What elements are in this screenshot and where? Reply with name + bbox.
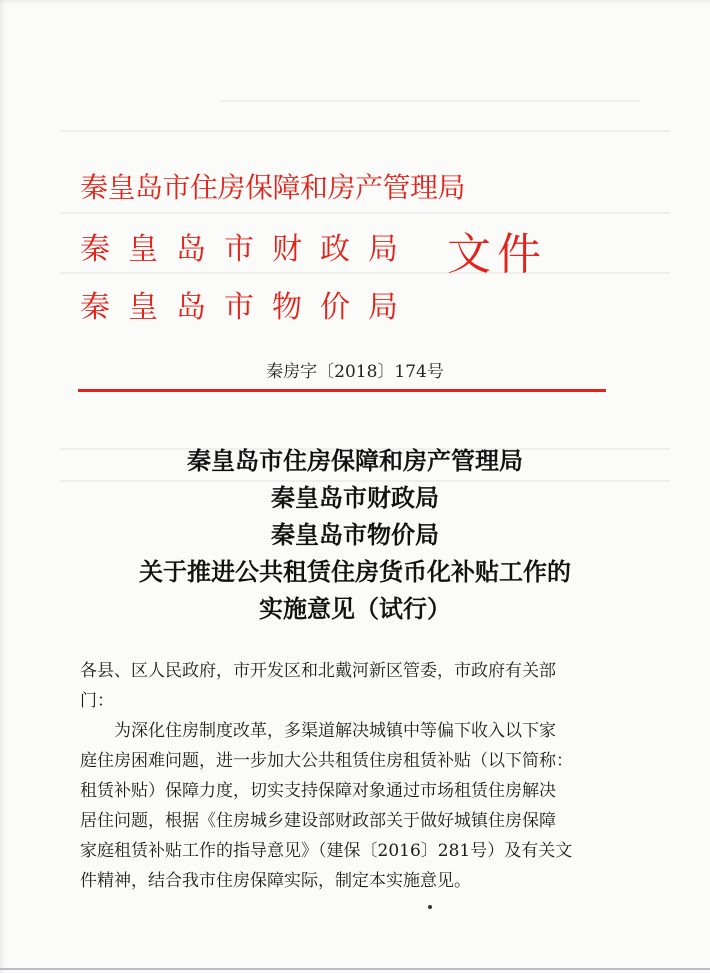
document-type-label: 文件	[447, 229, 547, 280]
scan-shadow-top	[0, 0, 710, 6]
body-line: 家庭租赁补贴工作的指导意见》（建保〔2016〕281号）及有关文	[80, 841, 573, 861]
issuer-name-finance-bureau: 秦皇岛市财政局	[80, 232, 416, 267]
issuer-name-housing-bureau: 秦皇岛市住房保障和房产管理局	[80, 171, 466, 204]
body-line: 居住问题，根据《住房城乡建设部财政部关于做好城镇住房保障	[80, 811, 556, 831]
issuer-name-price-bureau: 秦皇岛市物价局	[80, 290, 416, 325]
document-number: 秦房字〔2018〕174号	[266, 362, 444, 382]
title-line-4: 关于推进公共租赁住房货币化补贴工作的	[139, 558, 571, 586]
body-line: 门：	[80, 691, 114, 711]
page-mark-dot	[428, 905, 432, 909]
bleed-through-line	[60, 130, 670, 132]
bleed-through-line	[220, 100, 640, 102]
title-line-3: 秦皇岛市物价局	[271, 521, 439, 549]
body-line: 为深化住房制度改革，多渠道解决城镇中等偏下收入以下家	[80, 721, 556, 741]
body-line: 庭住房困难问题，进一步加大公共租赁住房租赁补贴（以下简称：	[80, 751, 573, 771]
red-divider-line	[78, 389, 606, 392]
bleed-through-line	[60, 272, 670, 274]
body-line: 各县、区人民政府，市开发区和北戴河新区管委，市政府有关部	[80, 661, 556, 681]
title-line-1: 秦皇岛市住房保障和房产管理局	[187, 447, 523, 475]
scan-bottom-edge	[0, 968, 710, 970]
title-line-5: 实施意见（试行）	[259, 595, 451, 623]
body-line: 租赁补贴）保障力度，切实支持保障对象通过市场租赁住房解决	[80, 781, 556, 801]
title-line-2: 秦皇岛市财政局	[271, 484, 439, 512]
bleed-through-line	[60, 212, 670, 214]
body-line: 件精神，结合我市住房保障实际，制定本实施意见。	[80, 871, 471, 891]
